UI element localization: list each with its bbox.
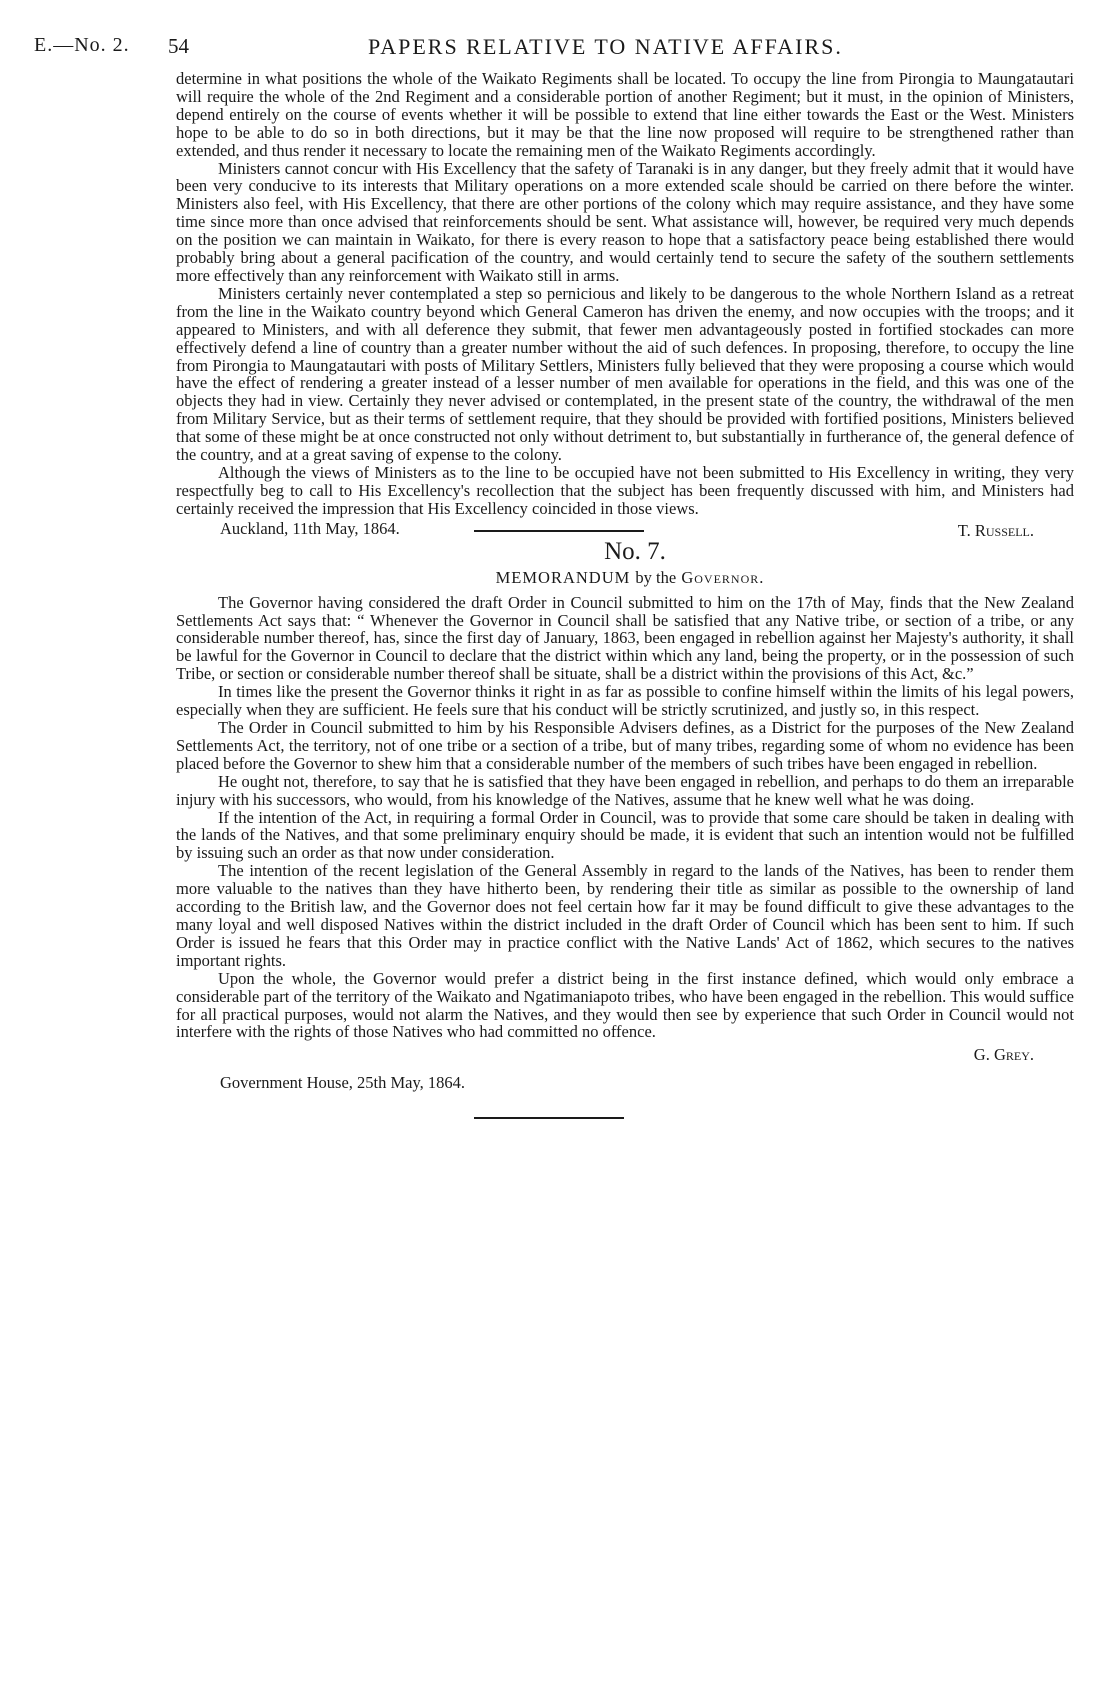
memo-author: Governor. xyxy=(681,567,765,587)
paragraph: The Order in Council submitted to him by his Responsible Advisers defines, as a District for the purposes of the New Zealand Settlements Act, the territory, not of one tribe or a section of a tribe, but of many tribes, regarding some of whom no evidence has been placed before the Governor to shew him that a considerable number of the members of such tribes have been engaged in rebellion. xyxy=(176,718,1074,773)
paragraph: The intention of the recent legislation of the General Assembly in regard to the lands of the Natives, has been to render them more valuable to the natives than they have hitherto been, by rendering their title as similar as possible to the ownership of land according to the British law, and the Governor does not feel certain how far it may be found difficult to give these advantages to the many loyal and well disposed Natives within the district included in the draft Order of Council which has been sent to him. If such Order is issued he fears that this Order may in practice conflict with the Native Lands' Act of 1862, which secures to the natives important rights. xyxy=(176,861,1074,970)
paragraph: He ought not, therefore, to say that he is satisfied that they have been engaged in rebellion, and perhaps to do them an irreparable injury with his successors, who would, from his knowledge of the Natives, assume that he knew well what he was doing. xyxy=(176,771,1074,809)
memo-heading xyxy=(176,568,1074,588)
paragraph: Ministers certainly never contemplated a step so pernicious and likely to be dangerous to the whole Northern Island as a retreat from the line in the Waikato country beyond which General Cameron has driven the enemy, and now occupies with the troops; and it appeared to Ministers, and with all deference they submit, that fewer men advantageously posted in fortified stockades can more effectively defend a line of country than a greater number without the aid of such defences. In proposing, therefore, to occupy the line from Pirongia to Maungatautari with posts of Military Settlers, Ministers fully believed that they were proposing a course which would have the effect of rendering a greater instead of a lesser number of men available for operations in the field, and this was one of the objects they had in view. Certainly they never advised or contemplated, in the present state of the country, the withdrawal of the men from Military Service, but as their terms of settlement require, that they should be provided with fortified positions, Ministers believed that some of these might be at once constructed not only without detriment to, but substantially in furtherance of, the general defence of the country, and at a great saving of expense to the colony. xyxy=(176,283,1074,465)
paragraph: Upon the whole, the Governor would prefer a district being in the first instance defined, which would only embrace a considerable part of the territory of the Waikato and Ngatimaniapoto tribes, who have been engaged in the rebellion. This would suffice for all practical purposes, would not alarm the Natives, and they would then see by experience that such Order in Council would not interfere with the rights of those Natives who had committed no offence. xyxy=(176,968,1074,1042)
place-date: Auckland, 11th May, 1864. xyxy=(220,518,400,538)
section-governor-memo xyxy=(176,538,1074,1094)
paragraph: In times like the present the Governor thinks it right in as far as possible to confine himself within the limits of his legal powers, especially when they are sufficient. He feels sure that his conduct will be strictly scrutinized, and justly so, in this respect. xyxy=(176,682,1074,720)
signature: G. Grey. xyxy=(973,1045,1034,1065)
section-ministers-memo xyxy=(176,70,1074,540)
paragraph: Ministers cannot concur with His Excellency that the safety of Taranaki is in any danger, but they freely admit that it would have been very conducive to its interests that Military operations on a more extended scale should be carried on there before the winter. Ministers also feel, with His Excellency, that there are other portions of the colony which may require assistance, and they have some time since more than once advised that reinforcements should be sent. What assistance will, however, be required very much depends on the position we can maintain in Waikato, for there is every reason to hope that a satisfactory peace being established there would probably bring about a general pacification of the country, and would certainly tend to secure the safety of the southern settlements more effectively than any reinforcement with Waikato still in arms. xyxy=(176,158,1074,285)
memo-title: MEMORANDUM xyxy=(495,567,631,587)
paragraph: Although the views of Ministers as to the line to be occupied have not been submitted to His Excellency in writing, they very respectfully beg to call to His Excellency's recollection that the subject has been frequently discussed with him, and Ministers had certainly received the impression that His Excellency coincided in those views. xyxy=(176,462,1074,518)
paragraph: determine in what positions the whole of the Waikato Regiments shall be located. To occupy the line from Pirongia to Maungatautari will require the whole of the 2nd Regiment and a considerable portion of another Regiment; but it must, in the opinion of Ministers, depend entirely on the course of events whether it will be possible to extend that line either towards the East or the West. Ministers hope to be able to do so in both directions, but it may be that the line now proposed will require to be strengthened rather than extended, and thus render it necessary to locate the remaining men of the Waikato Regiments accordingly. xyxy=(176,69,1074,160)
paragraph: The Governor having considered the draft Order in Council submitted to him on the 17th of May, finds that the New Zealand Settlements Act says that: “ Whenever the Governor in Council shall be satisfied that any Native tribe, or section of a tribe, or any considerable number thereof, has, since the first day of January, 1863, been engaged in rebellion against her Majesty's authority, it shall be lawful for the Governor in Council to declare that the district within which any land, being the property, or in the possession of such Tribe, or section or considerable number thereof shall be situate, shall be a district within the provisions of this Act, &c.” xyxy=(176,592,1074,684)
page-number: 54 xyxy=(168,34,189,58)
closing-divider xyxy=(474,1117,624,1119)
closing-line xyxy=(176,518,1074,540)
document-body xyxy=(176,70,1074,1119)
paragraph: If the intention of the Act, in requiring a formal Order in Council, was to provide that some care should be taken in dealing with the lands of the Natives, and that some preliminary enquiry should be made, it is evident that such an intention would not be fulfilled by issuing such an order as that now under consideration. xyxy=(176,807,1074,863)
memo-by: by the xyxy=(635,567,677,587)
running-title: PAPERS RELATIVE TO NATIVE AFFAIRS. xyxy=(368,34,843,59)
section-divider xyxy=(474,530,644,532)
place-date: Government House, 25th May, 1864. xyxy=(220,1073,466,1093)
signature: T. Russell. xyxy=(957,520,1034,540)
document-reference: E.—No. 2. xyxy=(34,34,130,56)
running-header xyxy=(34,34,1054,64)
document-number: No. 7. xyxy=(604,537,666,565)
